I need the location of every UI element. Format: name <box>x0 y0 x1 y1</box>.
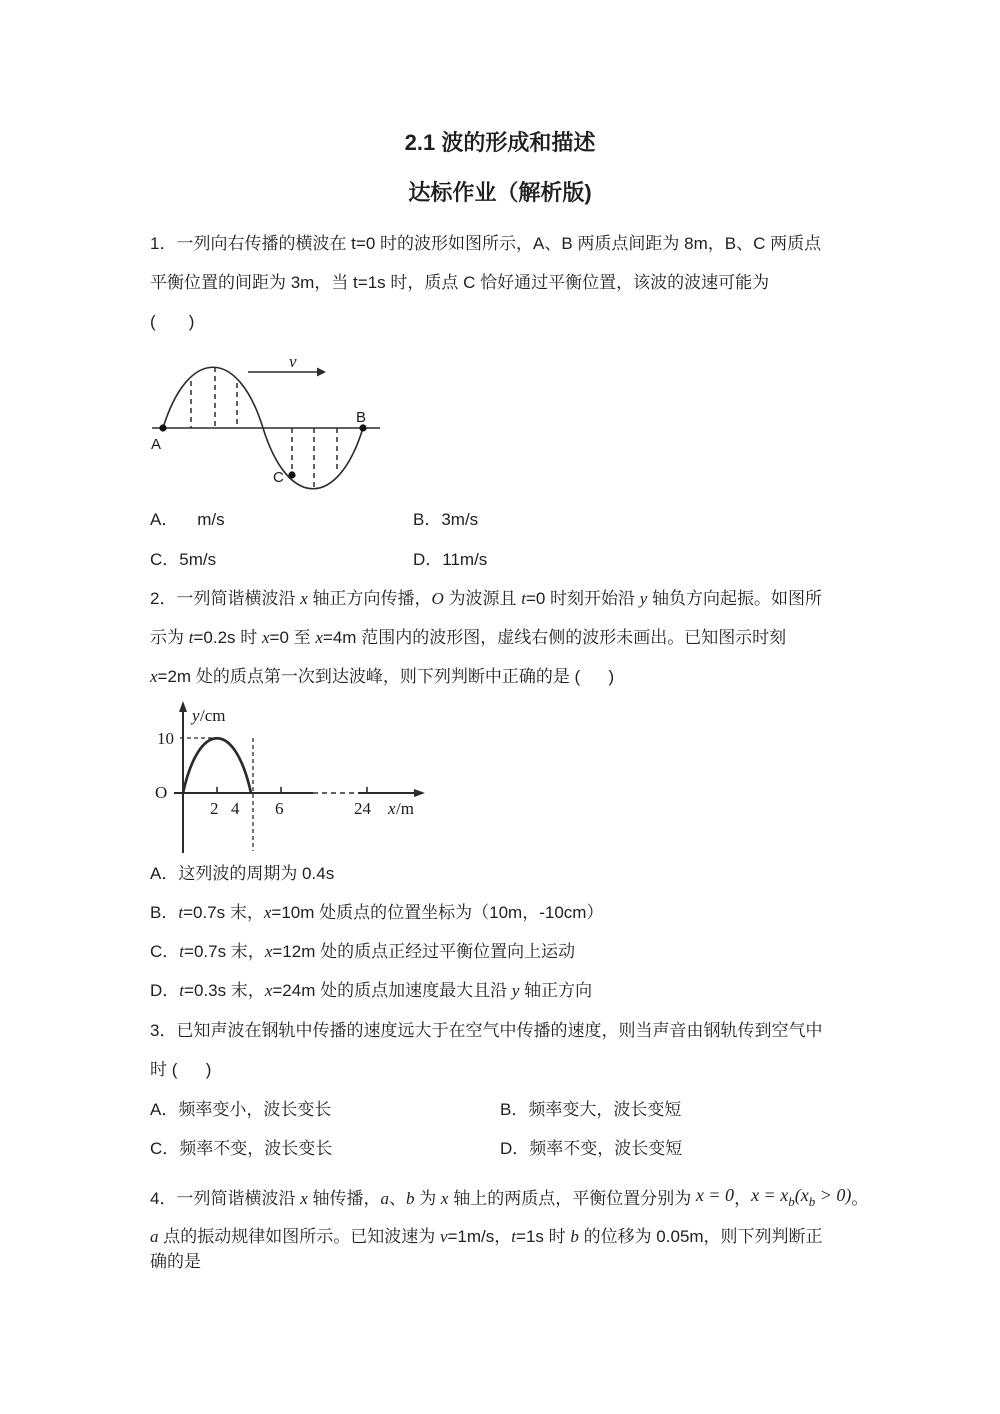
q4-stem-line1: 4．一列简谐横波沿 x 轴传播，a、b 为 x 轴上的两质点，平衡位置分别为 x = 0，x = xb(xb > 0)。 <box>150 1185 869 1209</box>
q2-figure-waveform-graph <box>150 698 440 858</box>
q1-option-d: D．11m/s <box>413 550 488 569</box>
q1-stem-line1: 1．一列向右传播的横波在 t=0 时的波形如图所示，A、B 两质点间距为 8m，B、C 两质点 <box>150 234 822 253</box>
q4-stem-line3: 确的是 <box>150 1252 201 1271</box>
q1-fig-c-label: C <box>273 469 284 486</box>
q1-fig-a-label: A <box>151 436 162 453</box>
q2-fig-x-var-label: x <box>388 799 396 818</box>
q1-figure-wave-diagram <box>148 345 388 503</box>
q2-fig-y-var-label: y <box>192 706 200 725</box>
q2-fig-y-arrowhead-icon <box>179 701 187 712</box>
q3-option-a: A．频率变小，波长变长 <box>150 1100 332 1119</box>
q1-stem-line3: ( ) <box>150 312 195 331</box>
q2-fig-origin-label: O <box>155 783 168 802</box>
q2-fig-y-unit-label: /cm <box>200 706 226 725</box>
q4-stem-line2: a 点的振动规律如图所示。已知波速为 v=1m/s，t=1s 时 b 的位移为 0.05m，则下列判断正 <box>150 1227 823 1246</box>
q2-option-b: B．t=0.7s 末，x=10m 处质点的位置坐标为（10m，-10cm） <box>150 903 604 922</box>
q1-fig-v-label: v <box>289 352 297 371</box>
q2-stem-line3: x=2m 处的质点第一次到达波峰，则下列判断中正确的是 ( ) <box>150 667 615 686</box>
q1-option-c: C．5m/s <box>150 550 217 569</box>
q1-fig-point-c-dot <box>288 471 295 478</box>
q1-fig-dashes-above <box>191 367 237 428</box>
q2-options <box>150 854 890 1010</box>
doc-subtitle: 达标作业（解析版) <box>408 180 592 205</box>
q1-option-a: A． m/s <box>150 510 225 529</box>
q2-fig-tick6-label: 6 <box>275 799 284 818</box>
q3-stem <box>150 1011 890 1089</box>
q2-stem-line1: 2．一列简谐横波沿 x 轴正方向传播，O 为波源且 t=0 时刻开始沿 y 轴负方向起振。如图所 <box>150 589 823 608</box>
q2-option-c: C．t=0.7s 末，x=12m 处的质点正经过平衡位置向上运动 <box>150 942 576 961</box>
q2-stem-line2: 示为 t=0.2s 时 x=0 至 x=4m 范围内的波形图，虚线右侧的波形未画出。已知图示时刻 <box>150 628 787 647</box>
doc-title: 2.1 波的形成和描述 <box>404 130 596 155</box>
q1-option-b: B．3m/s <box>413 510 479 529</box>
q2-option-a: A．这列波的周期为 0.4s <box>150 864 335 883</box>
q1-stem-line2: 平衡位置的间距为 3m，当 t=1s 时，质点 C 恰好通过平衡位置，该波的波速可能为 <box>150 273 770 292</box>
q1-fig-b-label: B <box>356 409 367 426</box>
q2-option-d: D．t=0.3s 末，x=24m 处的质点加速度最大且沿 y 轴正方向 <box>150 981 593 1000</box>
q1-fig-dashes-below <box>292 428 337 488</box>
q3-option-c: C．频率不变，波长变长 <box>150 1139 333 1158</box>
q2-fig-x-arrowhead-icon <box>414 789 425 797</box>
q3-option-b: B．频率变大，波长变短 <box>500 1100 682 1119</box>
q3-stem-line1: 3．已知声波在钢轨中传播的速度远大于在空气中传播的速度，则当声音由钢轨传到空气中 <box>150 1021 823 1040</box>
q2-fig-peak-value: 10 <box>157 729 174 748</box>
q2-fig-x-unit-label: /m <box>396 799 414 818</box>
q2-fig-tick2-label: 2 <box>210 799 219 818</box>
q1-fig-point-a-dot <box>159 424 166 431</box>
q2-fig-tick4-label: 4 <box>231 799 240 818</box>
q2-fig-wave-hump <box>183 738 251 793</box>
q2-stem <box>150 579 890 696</box>
q3-stem-line2: 时 ( ) <box>150 1060 212 1079</box>
q1-stem <box>150 224 890 341</box>
velocity-arrowhead-icon <box>317 368 326 377</box>
q2-fig-tick24-label: 24 <box>354 799 371 818</box>
q3-option-d: D．频率不变，波长变短 <box>500 1139 683 1158</box>
